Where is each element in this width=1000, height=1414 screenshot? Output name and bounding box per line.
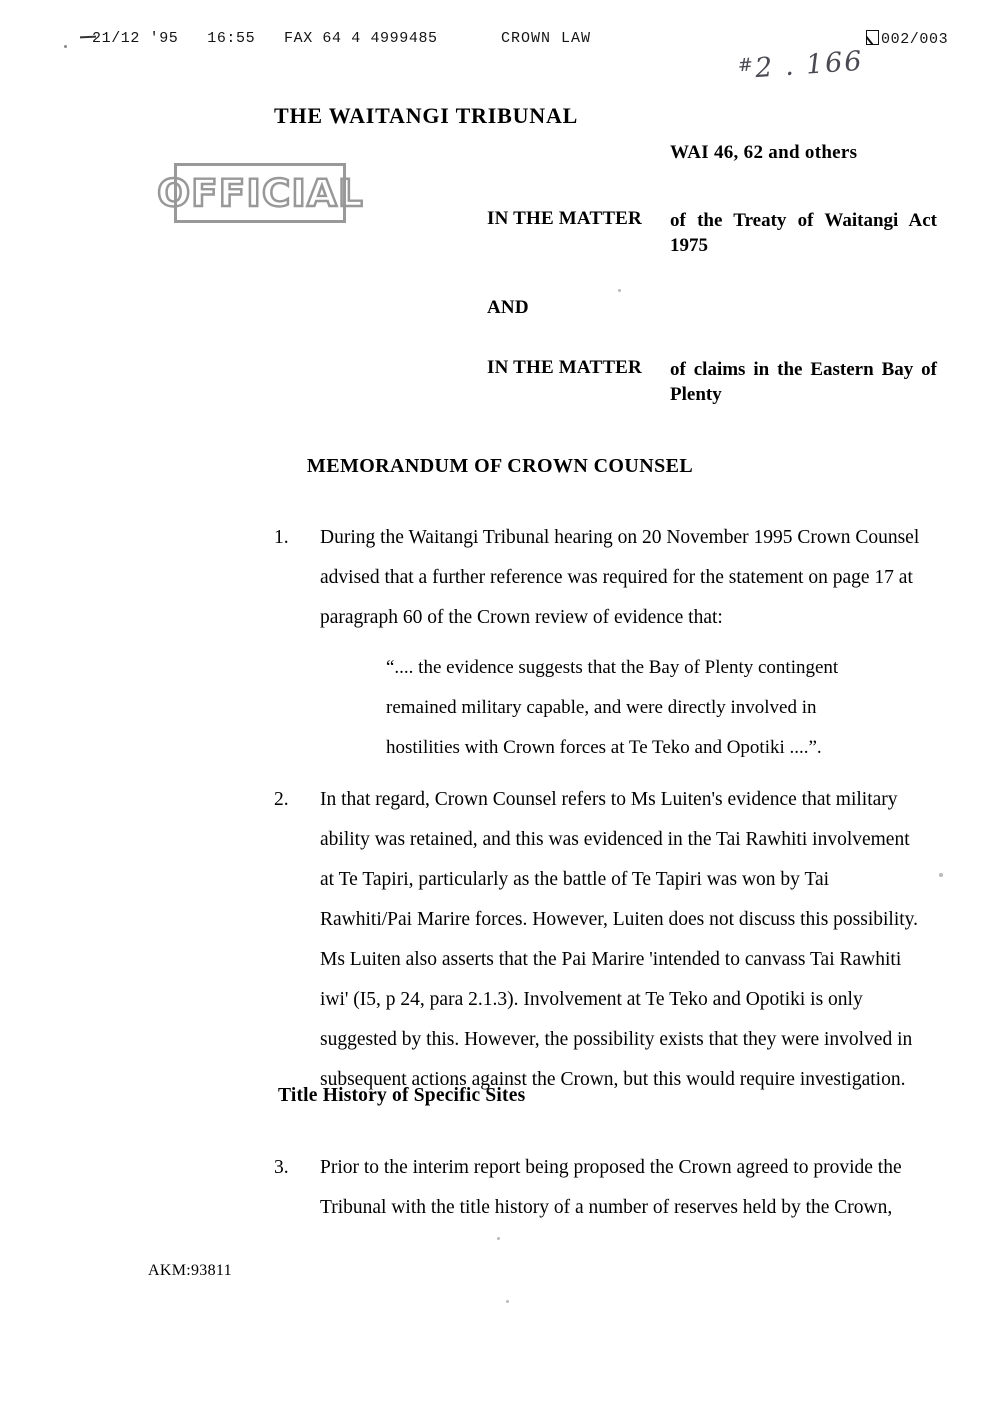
handwritten-hash: #: [737, 54, 756, 77]
case-label-and: AND: [487, 296, 529, 318]
paragraph-1-line-3: paragraph 60 of the Crown review of evidence that:: [320, 606, 723, 628]
scan-speck: [939, 873, 943, 877]
case-row-matter-2: [487, 357, 937, 408]
paragraph-3-body: [320, 1148, 924, 1228]
paragraph-2-line-8: subsequent actions against the Crown, but this would require investigation.: [320, 1068, 906, 1090]
scan-speck: [506, 1300, 509, 1303]
fax-page-count: [866, 30, 948, 48]
official-stamp: [156, 163, 364, 223]
case-label-in-the-matter-2: IN THE MATTER: [487, 356, 642, 378]
paragraph-2-line-2: ability was retained, and this was evidenced in the Tai Rawhiti involvement: [320, 828, 910, 850]
fax-organisation: CROWN LAW: [501, 30, 592, 47]
claim-number: WAI 46, 62 and others: [670, 142, 858, 163]
section-heading-title-history: Title History of Specific Sites: [278, 1085, 526, 1106]
paragraph-3-line-1: Prior to the interim report being proposed the Crown agreed to provide the: [320, 1157, 902, 1178]
quotation-line-2: remained military capable, and were directly involved in: [386, 696, 817, 718]
paragraph-2: [274, 780, 924, 1100]
paragraph-2-line-6: iwi' (I5, p 24, para 2.1.3). Involvement at Te Teko and Opotiki is only: [320, 988, 863, 1010]
official-stamp-label: OFFICIAL: [156, 171, 364, 215]
scan-speck: [618, 289, 621, 292]
paragraph-2-line-5: Ms Luiten also asserts that the Pai Marire 'intended to canvass Tai Rawhiti: [320, 948, 902, 970]
scan-speck: [497, 1237, 500, 1240]
case-row-matter-1: [487, 208, 937, 259]
paragraph-1-line-2: advised that a further reference was required for the statement on page 17 at: [320, 566, 913, 588]
fax-page-count-text: 002/003: [881, 31, 949, 48]
case-value-treaty-act: of the Treaty of Waitangi Act 1975: [670, 210, 937, 257]
paragraph-2-number: 2.: [274, 789, 289, 810]
quotation-line-1: “.... the evidence suggests that the Bay of Plenty contingent: [386, 657, 839, 678]
paragraph-1-line-1: During the Waitangi Tribunal hearing on 20 November 1995 Crown Counsel: [320, 527, 920, 548]
quotation-line-3: hostilities with Crown forces at Te Teko and Opotiki ....”.: [386, 736, 822, 758]
paragraph-1: [274, 518, 924, 638]
case-label-in-the-matter-1: IN THE MATTER: [487, 208, 642, 229]
paragraph-1-body: [320, 518, 924, 638]
paragraph-3-line-2: Tribunal with the title history of a number of reserves held by the Crown,: [320, 1196, 893, 1218]
paragraph-2-line-1: In that regard, Crown Counsel refers to Ms Luiten's evidence that military: [320, 789, 898, 810]
scan-speck: [64, 45, 67, 48]
case-row-and: [487, 297, 937, 319]
case-header-block: [487, 142, 937, 407]
handwritten-value: 2 . 166: [754, 45, 865, 85]
paragraph-2-line-3: at Te Tapiri, particularly as the battle of Te Tapiri was won by Tai: [320, 868, 830, 890]
paragraph-3: [274, 1148, 924, 1228]
document-page-icon: [866, 30, 879, 45]
memorandum-title: MEMORANDUM OF CROWN COUNSEL: [306, 455, 694, 477]
paragraph-2-line-7: suggested by this. However, the possibility exists that they were involved in: [320, 1028, 913, 1050]
fax-datetime-and-number: 21/12 '95 16:55 FAX 64 4 4999485: [92, 30, 438, 47]
paragraph-3-number: 3.: [274, 1157, 289, 1178]
paragraph-2-line-4: Rawhiti/Pai Marire forces. However, Luiten does not discuss this possibility.: [320, 908, 919, 930]
footer-reference: AKM:93811: [148, 1262, 232, 1279]
paragraph-1-number: 1.: [274, 527, 289, 548]
case-value-and: [670, 297, 937, 319]
case-value-eastern-bay-claims: of claims in the Eastern Bay of Plenty: [670, 358, 937, 405]
block-quotation: [386, 648, 861, 768]
page-title: THE WAITANGI TRIBUNAL: [274, 103, 579, 128]
paragraph-2-body: [320, 780, 924, 1100]
